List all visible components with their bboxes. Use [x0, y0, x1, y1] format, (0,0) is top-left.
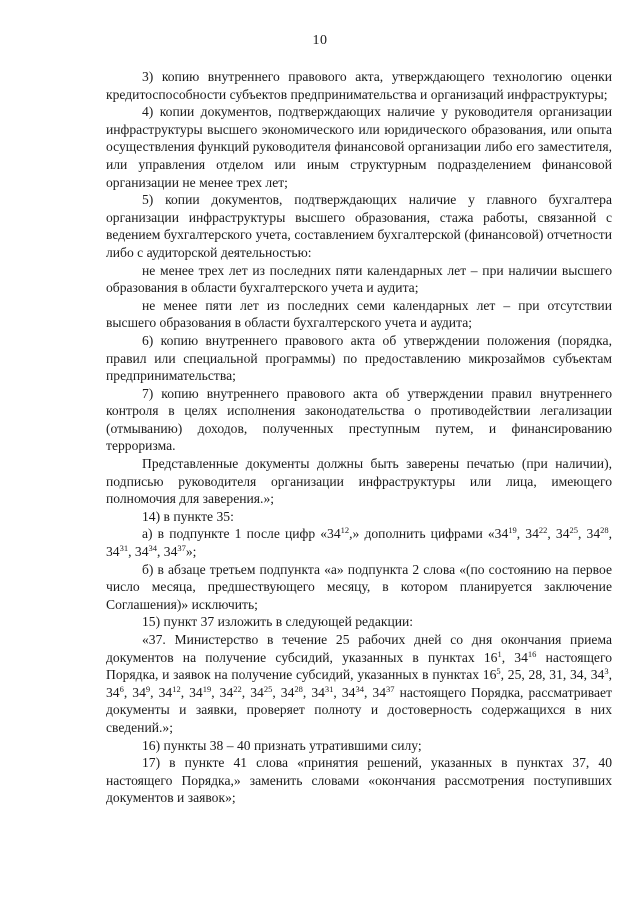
superscript: 6	[119, 683, 124, 694]
superscript: 31	[324, 683, 334, 694]
superscript: 25	[263, 683, 273, 694]
superscript: 9	[145, 683, 151, 694]
text-segment: , 34	[547, 526, 570, 542]
superscript: 34	[355, 683, 364, 694]
text-segment: , 34	[333, 684, 356, 700]
text-segment: настоящего Порядка, рассматривает документы и заявки, проверяет полноту и достоверность содержащихся в них сведений.»;	[106, 684, 613, 735]
paragraph-item-7: 7) копию внутреннего правового акта об утверждении правил внутреннего контроля в целях исполнения законодательства о противодействии легализации (отмыванию) доходов, полученных преступным путем, и финансированию терроризма.	[106, 385, 612, 454]
paragraph-three-years: не менее трех лет из последних пяти календарных лет – при наличии высшего образования в области бухгалтерского учета и аудита;	[106, 262, 612, 296]
text-segment: , 34	[123, 684, 146, 700]
superscript: 3	[604, 666, 609, 677]
superscript: 31	[119, 543, 129, 554]
paragraph-item-37-text	[106, 631, 612, 737]
paragraph-item-16: 16) пункты 38 – 40 признать утратившими силу;	[142, 737, 422, 753]
text-segment: , 34	[106, 667, 612, 700]
superscript: 37	[386, 683, 395, 694]
text-segment: а) в подпункте 1 после цифр «34	[142, 526, 341, 542]
paragraph-item-14: 14) в пункте 35:	[142, 508, 234, 524]
superscript: 5	[496, 666, 501, 677]
superscript: 1	[497, 648, 502, 659]
text-segment: , 34	[516, 526, 539, 542]
text-segment: , 34	[156, 544, 178, 560]
superscript: 12	[340, 525, 350, 536]
text-segment: »;	[185, 544, 197, 560]
superscript: 22	[538, 525, 548, 536]
paragraph-five-years: не менее пяти лет из последних семи календарных лет – при отсутствии высшего образования в области бухгалтерского учета и аудита;	[106, 297, 612, 331]
text-segment: , 34	[272, 684, 295, 700]
paragraph-item-14a	[106, 525, 612, 560]
text-segment: «37. Министерство в течение 25 рабочих дней со дня окончания приема документов на получение субсидий, указанных в пунктах 16	[106, 632, 612, 665]
superscript: 28	[294, 683, 303, 694]
text-segment: ,» дополнить цифрами «34	[349, 526, 509, 542]
superscript: 12	[172, 683, 181, 694]
superscript: 16	[527, 648, 537, 659]
document-body	[106, 68, 612, 807]
paragraph-item-17: 17) в пункте 41 слова «принятия решений, указанных в пунктах 37, 40 настоящего Порядка,» заменить словами «окончания рассмотрения поступивших документов и заявок»;	[106, 755, 612, 806]
paragraph-item-14b: б) в абзаце третьем подпункта «а» подпункта 2 слова «(по состоянию на первое число месяца, предшествующего месяцу, в котором планируется заключение Соглашения)» исключить;	[106, 561, 612, 612]
text-segment: , 34	[128, 544, 149, 560]
text-segment: , 34	[578, 526, 601, 542]
text-segment: , 34	[241, 684, 264, 700]
text-segment: , 34	[211, 684, 234, 700]
paragraph-item-6: 6) копию внутреннего правового акта об утверждении положения (порядка, правил или специальной программы) по предоставлению микрозаймов субъектам предпринимательства;	[106, 332, 612, 384]
text-segment: , 25, 28, 31, 34, 34	[500, 667, 605, 683]
paragraph-certification: Представленные документы должны быть заверены печатью (при наличии), подписью руководителя организации инфраструктуры или лица, имеющего полномочия для заверения.»;	[106, 456, 612, 507]
text-segment: , 34	[363, 684, 387, 700]
paragraph-item-5: 5) копии документов, подтверждающих наличие у главного бухгалтера организации инфраструктуры высшего образования, стажа работы, связанной с ведением бухгалтерского учета, составлением бухгалтерской (финансовой) отчетности либо с аудиторской деятельностью:	[106, 192, 612, 260]
page-number: 10	[312, 33, 328, 48]
paragraph-item-15: 15) пункт 37 изложить в следующей редакции:	[142, 614, 414, 630]
text-segment: настоящего Порядка, и заявок на получение субсидий, указанных в пунктах 16	[106, 649, 612, 683]
superscript: 25	[569, 525, 578, 536]
paragraph-item-3: 3) копию внутреннего правового акта, утверждающего технологию оценки кредитоспособности субъектов предпринимательства и организаций инфраструктуры;	[106, 69, 612, 102]
text-segment: , 34	[150, 684, 173, 700]
superscript: 19	[508, 525, 517, 536]
superscript: 22	[233, 683, 242, 694]
text-segment: , 34	[501, 649, 528, 665]
superscript: 34	[148, 543, 157, 554]
superscript: 19	[202, 683, 212, 694]
paragraph-item-4: 4) копии документов, подтверждающих наличие у руководителя организации инфраструктуры высшего экономического или юридического образования, или опыта осуществления функций руководителя финансовой организации либо его заместителя, или управления отделом или иным структурным подразделением финансовой организации не менее трех лет;	[106, 104, 612, 190]
superscript: 37	[177, 543, 186, 554]
text-segment: , 34	[106, 526, 613, 560]
text-segment: , 34	[180, 684, 203, 700]
superscript: 28	[600, 525, 609, 536]
text-segment: , 34	[302, 684, 325, 700]
